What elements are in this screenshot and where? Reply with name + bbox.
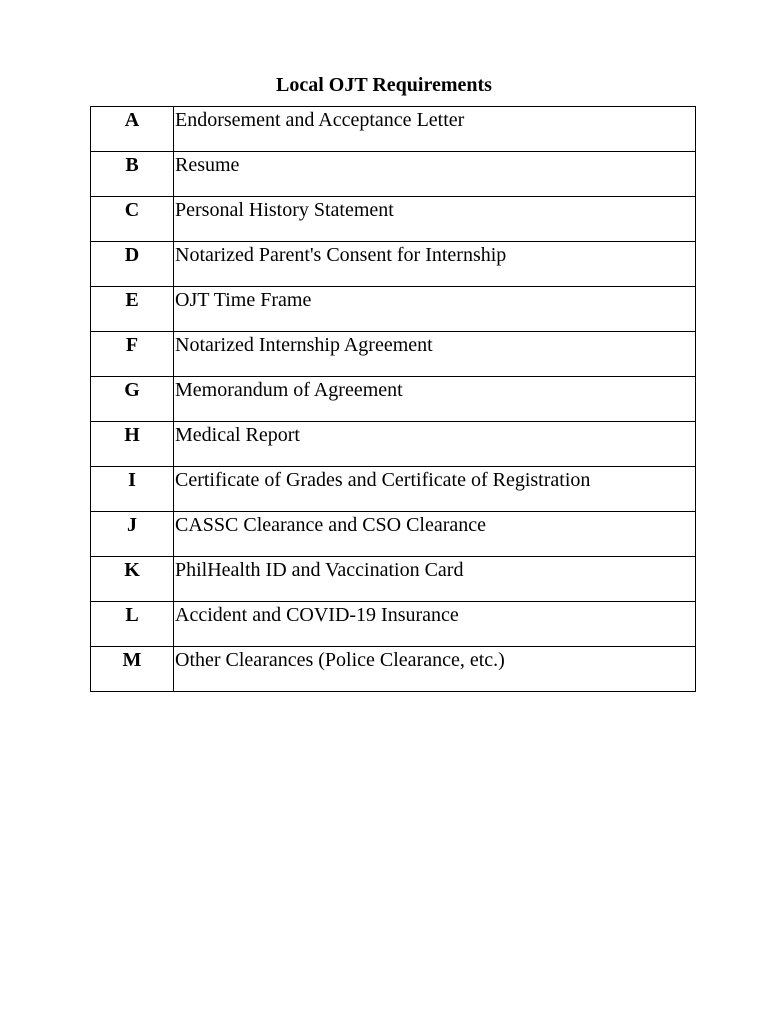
requirements-table-body	[91, 107, 696, 692]
requirement-letter: H	[91, 422, 174, 467]
table-row	[91, 377, 696, 422]
requirement-letter: M	[91, 647, 174, 692]
table-row	[91, 557, 696, 602]
requirement-letter: K	[91, 557, 174, 602]
requirement-letter: E	[91, 287, 174, 332]
table-row	[91, 152, 696, 197]
requirement-text: PhilHealth ID and Vaccination Card	[174, 557, 696, 602]
table-row	[91, 422, 696, 467]
requirement-text: Accident and COVID-19 Insurance	[174, 602, 696, 647]
requirement-text: Notarized Internship Agreement	[174, 332, 696, 377]
requirement-letter: D	[91, 242, 174, 287]
requirement-letter: J	[91, 512, 174, 557]
requirement-letter: A	[91, 107, 174, 152]
requirement-letter: I	[91, 467, 174, 512]
requirement-letter: C	[91, 197, 174, 242]
requirement-letter: G	[91, 377, 174, 422]
requirement-text: Resume	[174, 152, 696, 197]
table-row	[91, 107, 696, 152]
table-row	[91, 287, 696, 332]
requirement-text: CASSC Clearance and CSO Clearance	[174, 512, 696, 557]
requirements-table	[90, 106, 696, 692]
requirement-text: Other Clearances (Police Clearance, etc.)	[174, 647, 696, 692]
table-row	[91, 242, 696, 287]
requirement-letter: B	[91, 152, 174, 197]
requirement-text: Notarized Parent's Consent for Internship	[174, 242, 696, 287]
requirement-letter: L	[91, 602, 174, 647]
table-row	[91, 467, 696, 512]
requirement-text: Memorandum of Agreement	[174, 377, 696, 422]
requirement-text: Endorsement and Acceptance Letter	[174, 107, 696, 152]
table-row	[91, 197, 696, 242]
table-row	[91, 647, 696, 692]
requirement-text: Medical Report	[174, 422, 696, 467]
table-row	[91, 602, 696, 647]
requirement-letter: F	[91, 332, 174, 377]
table-row	[91, 332, 696, 377]
requirement-text: Certificate of Grades and Certificate of Registration	[174, 467, 696, 512]
table-row	[91, 512, 696, 557]
requirement-text: Personal History Statement	[174, 197, 696, 242]
requirement-text: OJT Time Frame	[174, 287, 696, 332]
document-title: Local OJT Requirements	[276, 74, 492, 96]
